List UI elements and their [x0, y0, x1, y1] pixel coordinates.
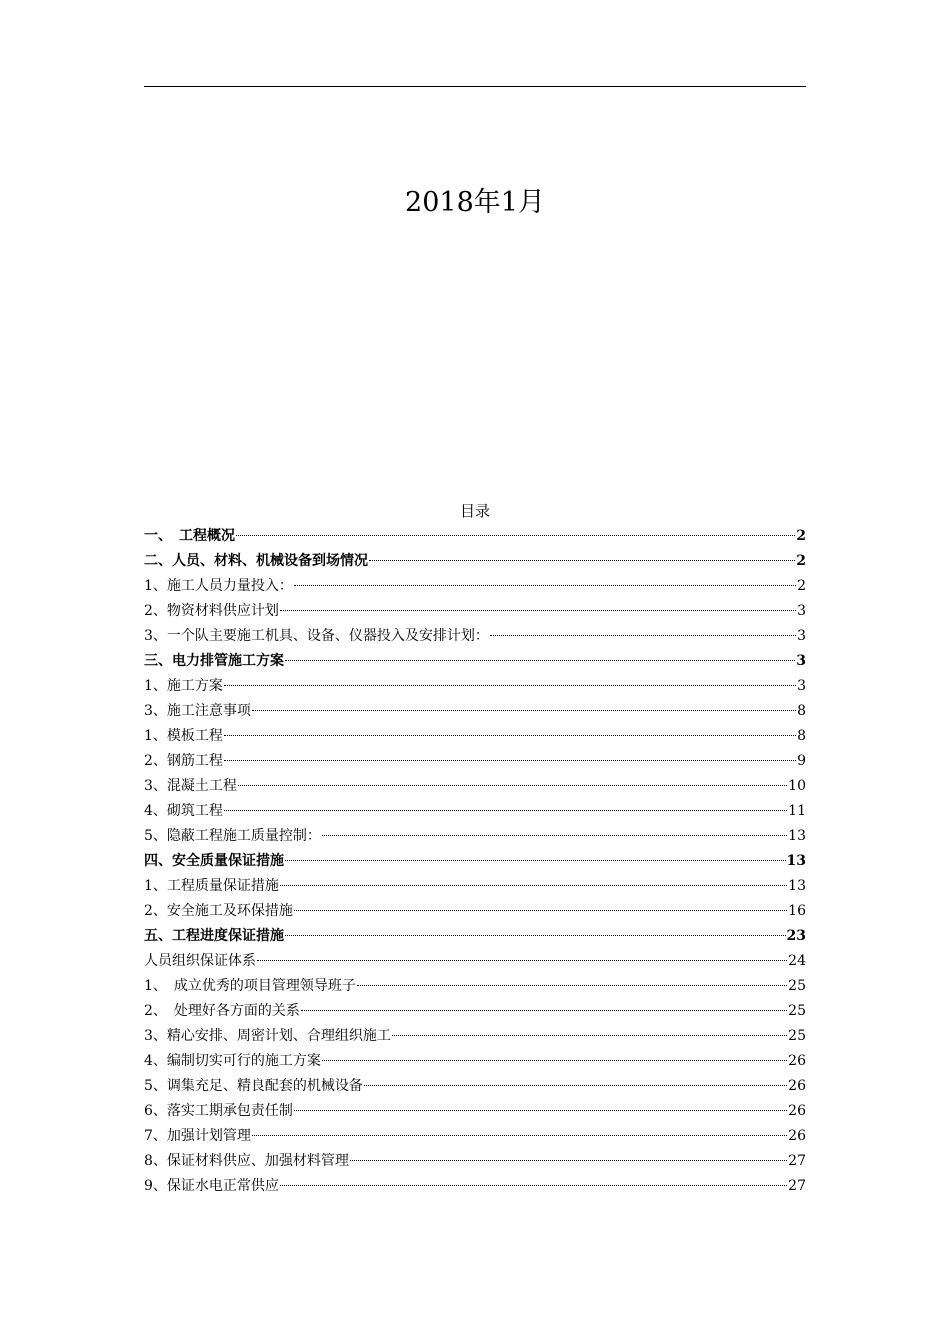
toc-entry-title: 3、混凝土工程	[144, 778, 237, 794]
toc-leader-dots	[357, 985, 787, 986]
toc-entry-page: 25	[788, 1028, 806, 1044]
toc-entry[interactable]	[144, 824, 806, 849]
toc-leader-dots	[294, 1110, 787, 1111]
toc-entry-page: 27	[788, 1178, 806, 1194]
toc-entry[interactable]	[144, 1124, 806, 1149]
toc-leader-dots	[224, 760, 796, 761]
toc-entry[interactable]	[144, 874, 806, 899]
toc-entry[interactable]	[144, 674, 806, 699]
toc-entry[interactable]	[144, 624, 806, 649]
toc-leader-dots	[280, 885, 787, 886]
toc-entry[interactable]	[144, 1024, 806, 1049]
toc-entry-title: 2、 处理好各方面的关系	[144, 1003, 300, 1019]
toc-entry-title: 4、砌筑工程	[144, 803, 223, 819]
toc-entry-title: 1、 成立优秀的项目管理领导班子	[144, 978, 356, 994]
toc-entry[interactable]	[144, 799, 806, 824]
toc-leader-dots	[224, 735, 796, 736]
toc-entry-title: 5、隐蔽工程施工质量控制：	[144, 828, 321, 844]
toc-entry[interactable]	[144, 974, 806, 999]
toc-leader-dots	[364, 1085, 787, 1086]
toc-entry-title: 9、保证水电正常供应	[144, 1178, 279, 1194]
toc-entry[interactable]	[144, 1049, 806, 1074]
toc-entry-page: 25	[788, 978, 806, 994]
toc-leader-dots	[294, 585, 796, 586]
toc-entry-page: 26	[788, 1103, 806, 1119]
toc-entry-page: 26	[788, 1128, 806, 1144]
toc-entry-title: 四、安全质量保证措施	[144, 853, 284, 869]
toc-entry[interactable]	[144, 699, 806, 724]
toc-entry-page: 13	[786, 853, 806, 869]
toc-entry[interactable]	[144, 999, 806, 1024]
toc-entry[interactable]	[144, 1099, 806, 1124]
toc-entry-page: 8	[797, 703, 806, 719]
toc-entry[interactable]	[144, 1149, 806, 1174]
toc-entry[interactable]	[144, 724, 806, 749]
toc-entry-title: 3、精心安排、周密计划、合理组织施工	[144, 1028, 391, 1044]
toc-entry-page: 24	[788, 953, 806, 969]
toc-entry[interactable]	[144, 949, 806, 974]
toc-entry[interactable]	[144, 899, 806, 924]
toc-entry-title: 1、施工人员力量投入：	[144, 578, 293, 594]
toc-leader-dots	[294, 910, 787, 911]
toc-entry-title: 3、施工注意事项	[144, 703, 251, 719]
toc-entry-title: 8、保证材料供应、加强材料管理	[144, 1153, 349, 1169]
toc-leader-dots	[252, 710, 796, 711]
cover-date: 2018年1月	[405, 187, 545, 218]
toc-entry[interactable]	[144, 924, 806, 949]
toc-entry-title: 1、工程质量保证措施	[144, 878, 279, 894]
toc-entry-title: 3、一个队主要施工机具、设备、仪器投入及安排计划：	[144, 628, 489, 644]
toc-entry-title: 4、编制切实可行的施工方案	[144, 1053, 321, 1069]
toc-entry-page: 2	[797, 578, 806, 594]
toc-entry-title: 1、施工方案	[144, 678, 223, 694]
toc-entry-title: 1、模板工程	[144, 728, 223, 744]
toc-leader-dots	[280, 1185, 787, 1186]
toc-entry[interactable]	[144, 549, 806, 574]
toc-entry-page: 3	[797, 603, 806, 619]
toc-entry-title: 2、安全施工及环保措施	[144, 903, 293, 919]
header-rule	[144, 86, 806, 87]
toc-entry-page: 13	[788, 878, 806, 894]
toc-entry-page: 3	[797, 678, 806, 694]
toc-entry-title: 6、落实工期承包责任制	[144, 1103, 293, 1119]
toc-entry-page: 25	[788, 1003, 806, 1019]
toc-entry[interactable]	[144, 774, 806, 799]
toc-entry[interactable]	[144, 1074, 806, 1099]
table-of-contents	[144, 524, 806, 1199]
toc-entry[interactable]	[144, 599, 806, 624]
toc-entry-page: 16	[788, 903, 806, 919]
toc-entry-title: 2、钢筋工程	[144, 753, 223, 769]
toc-entry-title: 五、工程进度保证措施	[144, 928, 284, 944]
toc-entry-page: 8	[797, 728, 806, 744]
toc-entry-page: 9	[797, 753, 806, 769]
toc-heading: 目录	[459, 502, 490, 520]
toc-entry-page: 26	[788, 1078, 806, 1094]
toc-entry-title: 2、物资材料供应计划	[144, 603, 279, 619]
toc-leader-dots	[350, 1160, 787, 1161]
toc-entry[interactable]	[144, 749, 806, 774]
toc-entry-page: 2	[796, 553, 806, 569]
toc-leader-dots	[252, 1135, 787, 1136]
toc-entry-page: 13	[788, 828, 806, 844]
toc-entry-page: 2	[796, 528, 806, 544]
toc-entry-title: 二、人员、材料、机械设备到场情况	[144, 553, 368, 569]
toc-entry-title: 一、 工程概况	[144, 528, 235, 544]
toc-leader-dots	[236, 535, 795, 536]
toc-leader-dots	[285, 660, 795, 661]
toc-leader-dots	[224, 810, 787, 811]
toc-leader-dots	[238, 785, 787, 786]
toc-entry[interactable]	[144, 849, 806, 874]
toc-leader-dots	[490, 635, 796, 636]
toc-leader-dots	[322, 835, 787, 836]
toc-leader-dots	[322, 1060, 787, 1061]
toc-entry-title: 人员组织保证体系	[144, 953, 256, 969]
toc-leader-dots	[285, 935, 786, 936]
toc-entry[interactable]	[144, 649, 806, 674]
toc-entry-page: 3	[797, 628, 806, 644]
toc-entry-title: 三、电力排管施工方案	[144, 653, 284, 669]
toc-entry[interactable]	[144, 1174, 806, 1199]
toc-entry-title: 5、调集充足、精良配套的机械设备	[144, 1078, 363, 1094]
toc-leader-dots	[301, 1010, 787, 1011]
toc-leader-dots	[224, 685, 796, 686]
toc-entry-page: 26	[788, 1053, 806, 1069]
toc-entry[interactable]	[144, 524, 806, 549]
toc-entry-page: 23	[786, 928, 806, 944]
toc-leader-dots	[257, 960, 787, 961]
toc-leader-dots	[280, 610, 796, 611]
toc-entry[interactable]	[144, 574, 806, 599]
toc-entry-page: 27	[788, 1153, 806, 1169]
toc-entry-page: 3	[796, 653, 806, 669]
toc-leader-dots	[285, 860, 786, 861]
toc-entry-title: 7、加强计划管理	[144, 1128, 251, 1144]
toc-entry-page: 11	[788, 803, 806, 819]
toc-leader-dots	[369, 560, 795, 561]
toc-leader-dots	[392, 1035, 787, 1036]
toc-entry-page: 10	[788, 778, 806, 794]
